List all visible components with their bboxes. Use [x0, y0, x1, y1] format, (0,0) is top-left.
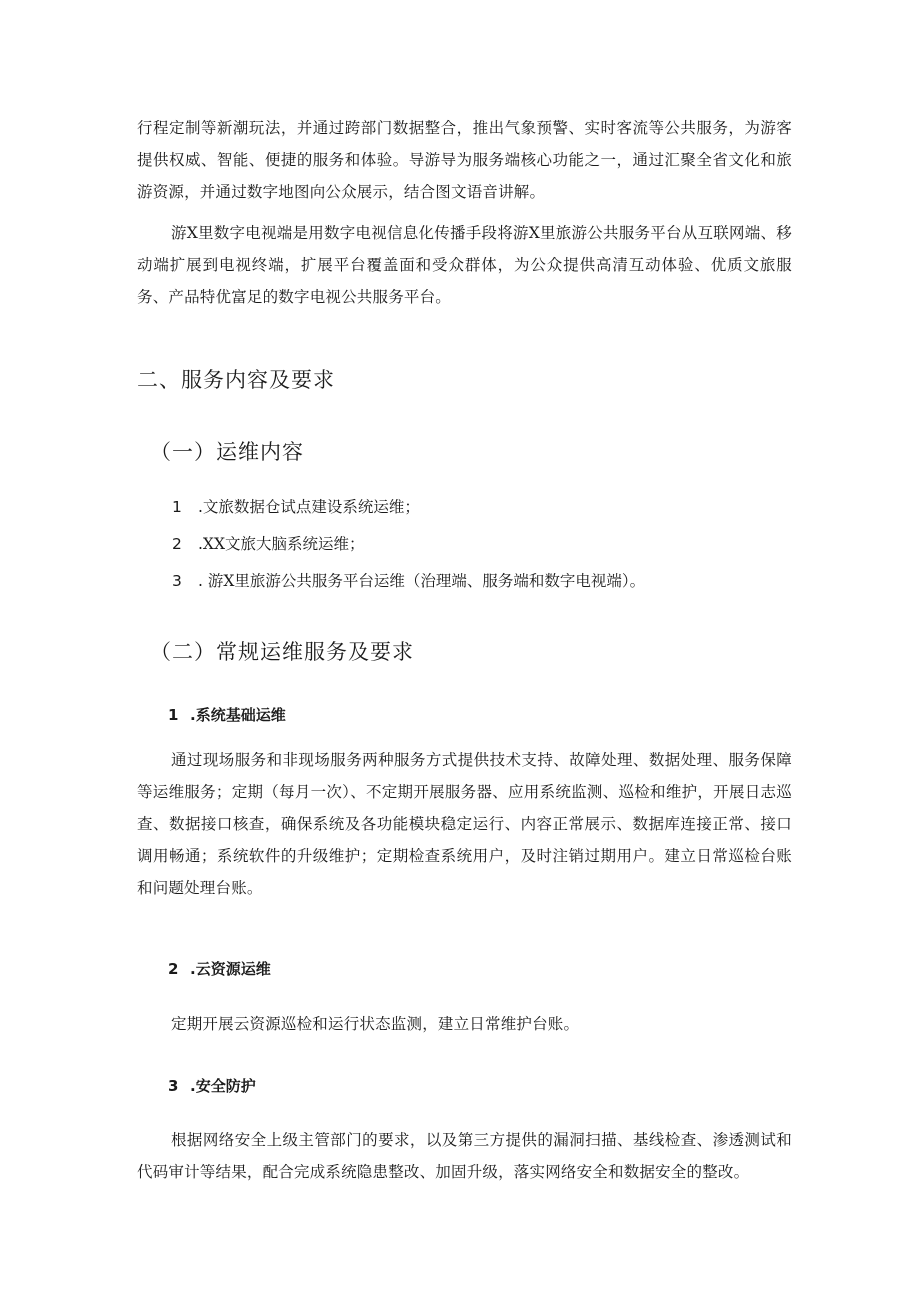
item-heading-3 [168, 1075, 256, 1096]
intro-paragraph-1: 行程定制等新潮玩法，并通过跨部门数据整合，推出气象预警、实时客流等公共服务，为游客提供权威、智能、便捷的服务和体验。导游导为服务端核心功能之一，通过汇聚全省文化和旅游资源，并通过数字地图向公众展示，结合图文语音讲解。 [137, 119, 792, 201]
intro-paragraph-2: 游X里数字电视端是用数字电视信息化传播手段将游X里旅游公共服务平台从互联网端、移动端扩展到电视终端，扩展平台覆盖面和受众群体，为公众提供高清互动体验、优质文旅服务、产品特优富足的数字电视公共服务平台。 [137, 224, 792, 306]
item-heading-1 [168, 704, 286, 725]
section-heading: 二、服务内容及要求 [137, 368, 335, 392]
item-body-3: 根据网络安全上级主管部门的要求，以及第三方提供的漏洞扫描、基线检查、渗透测试和代码审计等结果，配合完成系统隐患整改、加固升级，落实网络安全和数据安全的整改。 [137, 1131, 792, 1181]
list-item [172, 495, 420, 517]
list-item-text: . 游X里旅游公共服务平台运维（治理端、服务端和数字电视端）。 [198, 572, 646, 590]
item-heading-text: .系统基础运维 [190, 706, 286, 724]
list-item-number: 1 [172, 498, 182, 516]
item-heading-number: 2 [168, 960, 179, 978]
list-item [172, 569, 645, 591]
item-heading-number: 3 [168, 1077, 179, 1095]
subsection-heading-2: （二）常规运维服务及要求 [150, 640, 414, 664]
list-item-number: 3 [172, 572, 182, 590]
item-heading-text: .云资源运维 [190, 960, 271, 978]
item-body-2: 定期开展云资源巡检和运行状态监测，建立日常维护台账。 [171, 1015, 580, 1033]
list-item-number: 2 [172, 535, 182, 553]
item-heading-text: .安全防护 [190, 1077, 256, 1095]
item-heading-2 [168, 958, 271, 979]
item-body-1: 通过现场服务和非现场服务两种服务方式提供技术支持、故障处理、数据处理、服务保障等运维服务；定期（每月一次）、不定期开展服务器、应用系统监测、巡检和维护，开展日志巡查、数据接口核查，确保系统及各功能模块稳定运行、内容正常展示、数据库连接正常、接口调用畅通；系统软件的升级维护；定期检查系统用户，及时注销过期用户。建立日常巡检台账和问题处理台账。 [137, 751, 792, 897]
item-heading-number: 1 [168, 706, 179, 724]
list-item-text: .XX文旅大脑系统运维； [198, 535, 365, 553]
list-item [172, 532, 365, 554]
list-item-text: .文旅数据仓试点建设系统运维； [198, 498, 420, 516]
subsection-heading-1: （一）运维内容 [150, 440, 304, 464]
